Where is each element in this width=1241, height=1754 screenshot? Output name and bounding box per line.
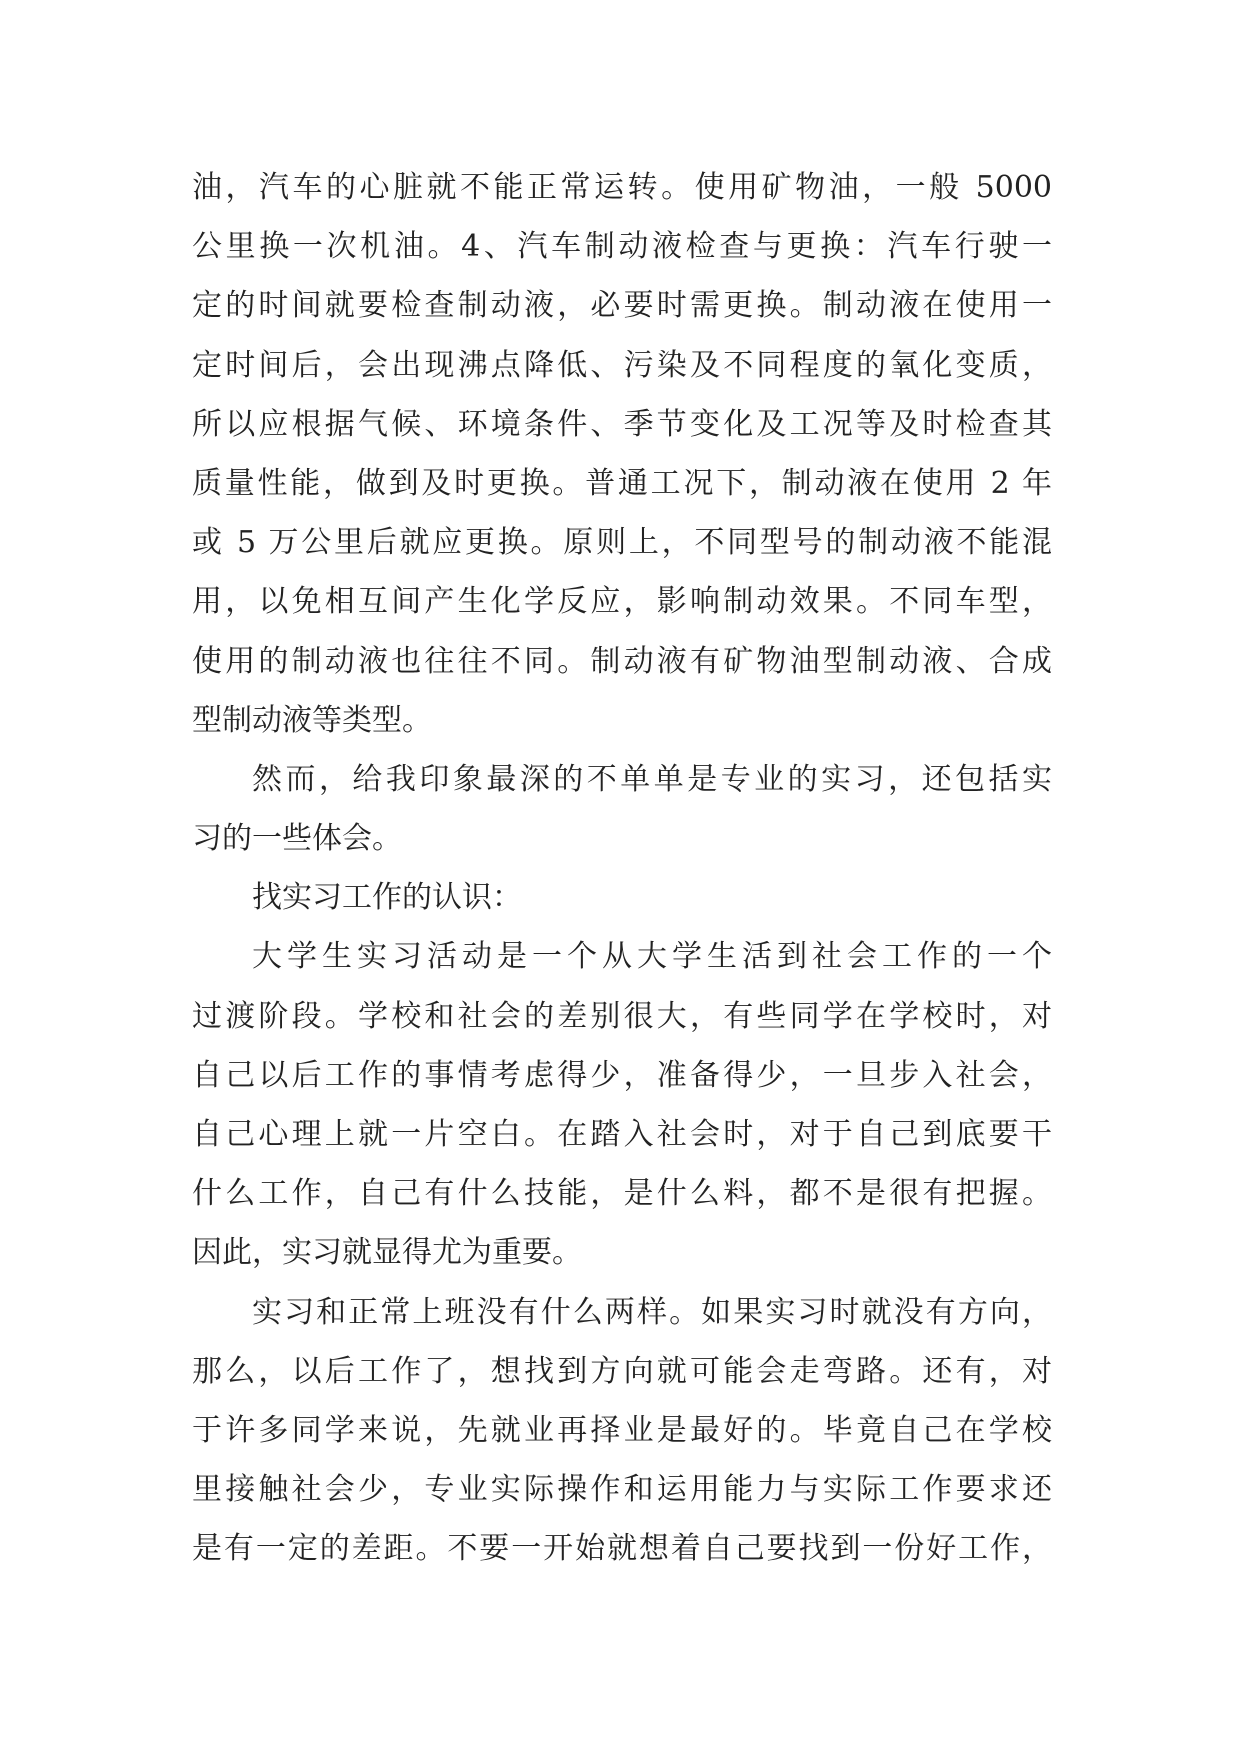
text-line: 自己心理上就一片空白。在踏入社会时，对于自己到底要干 bbox=[192, 1117, 1052, 1152]
text-line: 实习和正常上班没有什么两样。如果实习时就没有方向， bbox=[252, 1294, 1052, 1330]
text-line: 或 5 万公里后就应更换。原则上，不同型号的制动液不能混 bbox=[192, 525, 1052, 561]
text-line: 所以应根据气候、环境条件、季节变化及工况等及时检查其 bbox=[192, 406, 1052, 442]
section-heading: 找实习工作的认识： bbox=[252, 880, 522, 916]
text-line: 里接触社会少，专业实际操作和运用能力与实际工作要求还 bbox=[192, 1472, 1052, 1508]
text-line: 使用的制动液也往往不同。制动液有矿物油型制动液、合成 bbox=[192, 643, 1052, 679]
text-line: 过渡阶段。学校和社会的差别很大，有些同学在学校时，对 bbox=[192, 998, 1052, 1034]
text-line: 公里换一次机油。4、汽车制动液检查与更换：汽车行驶一 bbox=[192, 229, 1052, 265]
text-line: 是有一定的差距。不要一开始就想着自己要找到一份好工作， bbox=[192, 1531, 1052, 1567]
text-line: 什么工作，自己有什么技能，是什么料，都不是很有把握。 bbox=[192, 1176, 1052, 1212]
text-line: 用，以免相互间产生化学反应，影响制动效果。不同车型， bbox=[192, 584, 1052, 620]
text-line: 油，汽车的心脏就不能正常运转。使用矿物油，一般 5000 bbox=[192, 170, 1052, 205]
text-line: 定时间后，会出现沸点降低、污染及不同程度的氧化变质， bbox=[192, 347, 1052, 383]
text-line: 型制动液等类型。 bbox=[192, 702, 432, 738]
text-line: 自己以后工作的事情考虑得少，准备得少，一旦步入社会， bbox=[192, 1057, 1052, 1093]
text-line: 定的时间就要检查制动液，必要时需更换。制动液在使用一 bbox=[192, 288, 1052, 324]
text-line: 习的一些体会。 bbox=[192, 821, 402, 857]
text-line: 大学生实习活动是一个从大学生活到社会工作的一个 bbox=[252, 939, 1052, 975]
text-line: 然而，给我印象最深的不单单是专业的实习，还包括实 bbox=[252, 761, 1052, 797]
document-body bbox=[192, 158, 1052, 1579]
text-line: 因此，实习就显得尤为重要。 bbox=[192, 1235, 582, 1271]
text-line: 那么，以后工作了，想找到方向就可能会走弯路。还有，对 bbox=[192, 1353, 1052, 1389]
text-line: 质量性能，做到及时更换。普通工况下，制动液在使用 2 年 bbox=[192, 465, 1052, 501]
text-line: 于许多同学来说，先就业再择业是最好的。毕竟自己在学校 bbox=[192, 1412, 1052, 1448]
